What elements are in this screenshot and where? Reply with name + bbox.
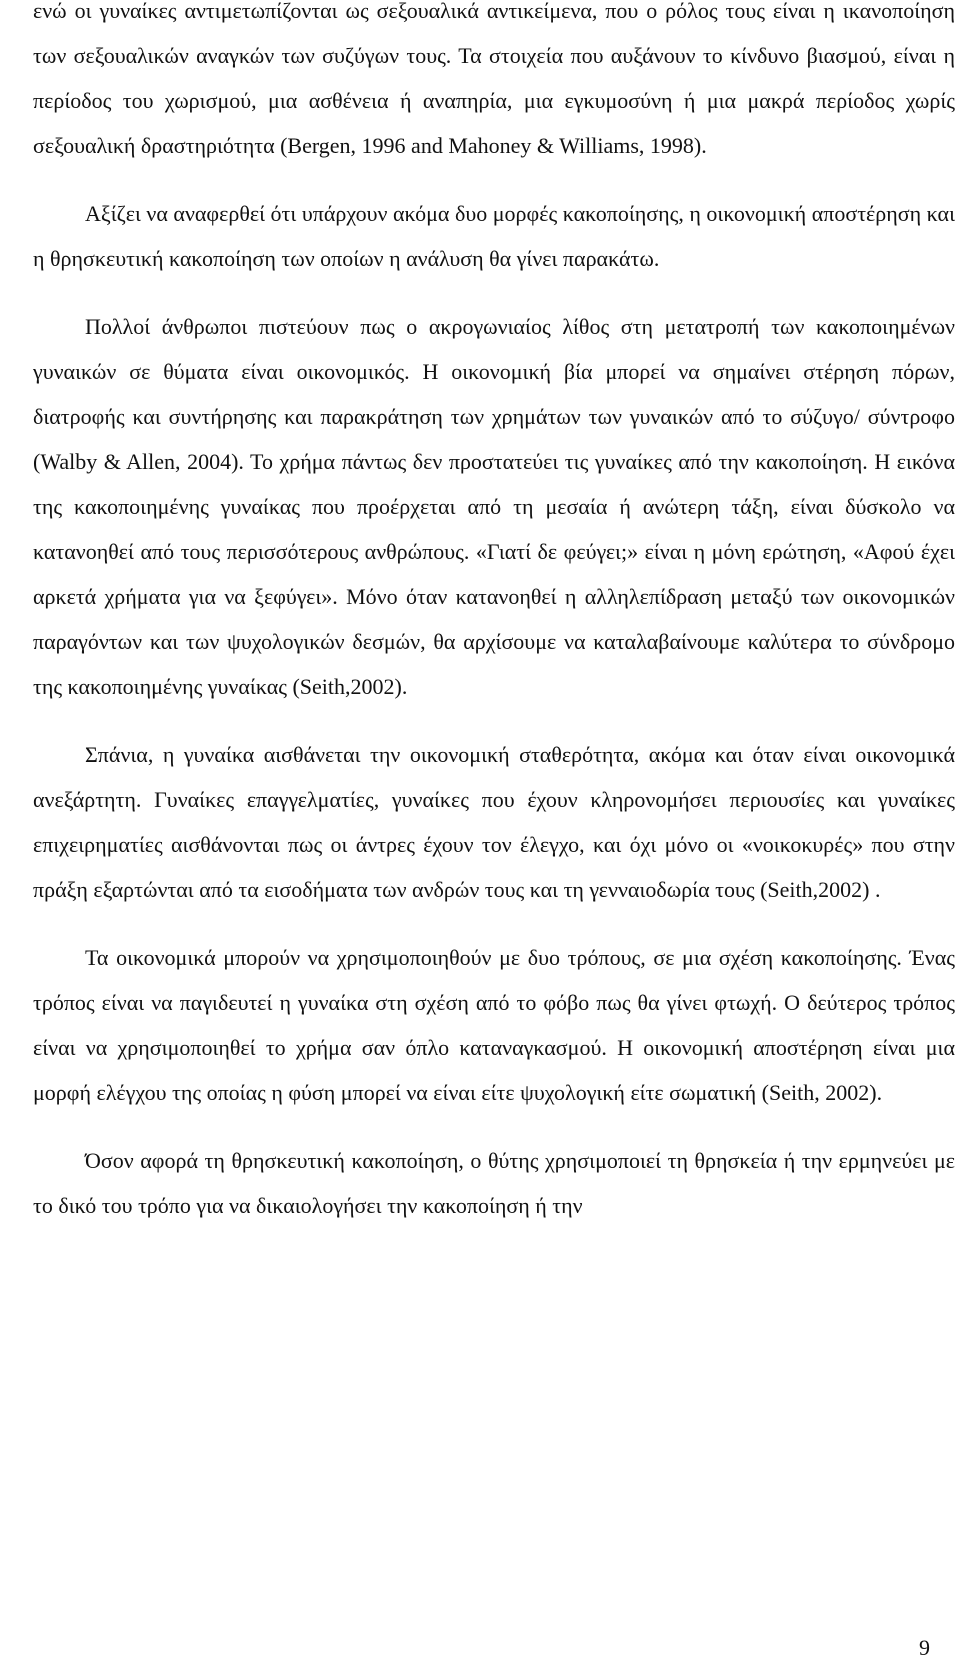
body-text [33,0,955,1228]
paragraph-economic-violence: Πολλοί άνθρωποι πιστεύουν πως ο ακρογωνιαίος λίθος στη μετατροπή των κακοποιημένων γυναικών σε θύματα είναι οικονομικός. Η οικονομική βία μπορεί να σημαίνει στέρηση πόρων, διατροφής και συντήρησης και παρακράτηση των χρημάτων των γυναικών από το σύζυγο/ σύντροφο (Walby & Allen, 2004). Το χρήμα πάντως δεν προστατεύει τις γυναίκες από την κακοποίηση. Η εικόνα της κακοποιημένης γυναίκας που προέρχεται από τη μεσαία ή ανώτερη τάξη, είναι δύσκολο να κατανοηθεί από τους περισσότερους ανθρώπους. «Γιατί δε φεύγει;» είναι η μόνη ερώτηση, «Αφού έχει αρκετά χρήματα για να ξεφύγει». Μόνο όταν κατανοηθεί η αλληλεπίδραση μεταξύ των οικονομικών παραγόντων και των ψυχολογικών δεσμών, θα αρχίσουμε να καταλαβαίνουμε καλύτερα το σύνδρομο της κακοποιημένης γυναίκας (Seith,2002). [33,314,955,699]
paragraph-economic-stability: Σπάνια, η γυναίκα αισθάνεται την οικονομική σταθερότητα, ακόμα και όταν είναι οικονομικά ανεξάρτητη. Γυναίκες επαγγελματίες, γυναίκες που έχουν κληρονομήσει περιουσίες και γυναίκες επιχειρηματίες αισθάνονται πως οι άντρες έχουν τον έλεγχο, και όχι μόνο οι «νοικοκυρές» που στην πράξη εξαρτώνται από τα εισοδήματα των ανδρών τους και τη γενναιοδωρία τους (Seith,2002) . [33,742,955,902]
paragraph-use-of-finances: Τα οικονομικά μπορούν να χρησιμοποιηθούν με δυο τρόπους, σε μια σχέση κακοποίησης. Ένας τρόπος είναι να παγιδευτεί η γυναίκα στη σχέση από το φόβο πως θα γίνει φτωχή. Ο δεύτερος τρόπος είναι να χρησιμοποιηθεί το χρήμα σαν όπλο καταναγκασμού. Η οικονομική αποστέρηση είναι μια μορφή ελέγχου της οποίας η φύση μπορεί να είναι είτε ψυχολογική είτε σωματική (Seith, 2002). [33,945,955,1105]
paragraph-two-forms-of-abuse: Αξίζει να αναφερθεί ότι υπάρχουν ακόμα δυο μορφές κακοποίησης, η οικονομική αποστέρηση και η θρησκευτική κακοποίηση των οποίων η ανάλυση θα γίνει παρακάτω. [33,201,955,271]
page-number: 9 [919,1635,930,1660]
paragraph-religious-abuse: Όσον αφορά τη θρησκευτική κακοποίηση, ο θύτης χρησιμοποιεί τη θρησκεία ή την ερμηνεύει με το δικό του τρόπο για να δικαιολογήσει την κακοποίηση ή την [33,1148,955,1218]
paragraph-continuation: ενώ οι γυναίκες αντιμετωπίζονται ως σεξουαλικά αντικείμενα, που ο ρόλος τους είναι η ικανοποίηση των σεξουαλικών αναγκών των συζύγων τους. Τα στοιχεία που αυξάνουν το κίνδυνο βιασμού, είναι η περίοδος του χωρισμού, μια ασθένεια ή αναπηρία, μια εγκυμοσύνη ή μια μακρά περίοδος χωρίς σεξουαλική δραστηριότητα (Bergen, 1996 and Mahoney & Williams, 1998). [33,0,955,158]
